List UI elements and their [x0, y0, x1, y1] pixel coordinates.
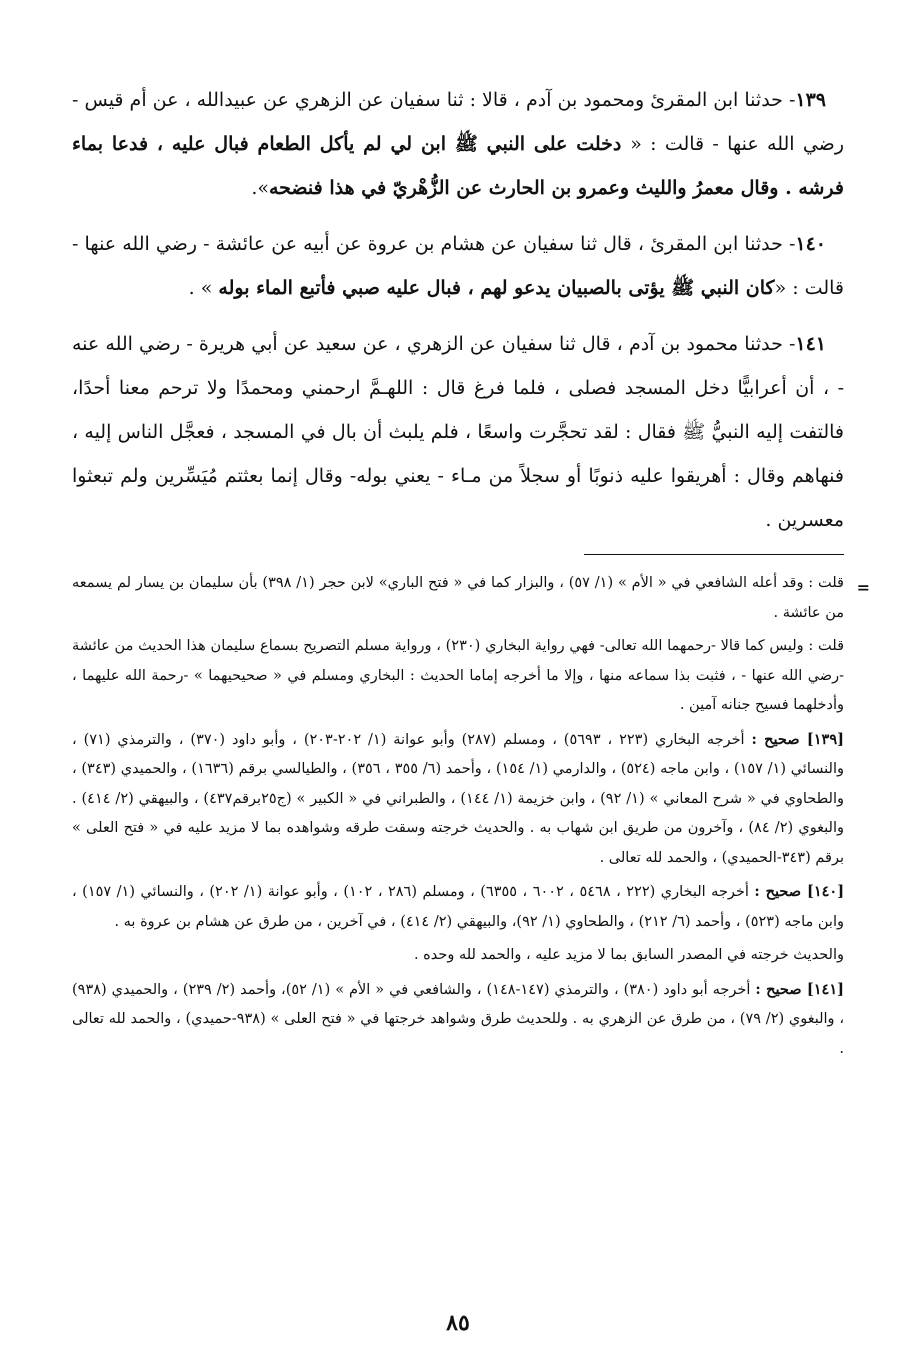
footnotes: [72, 569, 870, 1064]
main-text: [72, 78, 844, 542]
hadith-isnad: - حدثنا ابن المقرئ ومحمود بن آدم ، قالا : ثنا سفيان عن الزهري عن عبيدالله ، عن أم قيس - رضي الله عنها - قالت : «: [72, 89, 844, 155]
page-number: ٨٥: [446, 1310, 470, 1336]
footnote-note-1: [72, 569, 844, 628]
footnote-divider: [584, 554, 844, 555]
footnote-text: أخرجه أبو داود (٣٨٠) ، والترمذي (١٤٧-١٤٨) ، والشافعي في « الأم » (١/ ٥٢)، وأحمد (٢/ ٢٣٩) ، والحميدي (٩٣٨) ، والبغوي (٢/ ٧٩) ، من طرق عن الزهري به . وللحديث طرق وشواهد خرجتها في « فتح العلى » (٩٣٨-حميدي) ، والحمد لله تعالى .: [72, 981, 844, 1057]
footnote-continuation-mark: =: [856, 578, 870, 597]
hadith-isnad: - حدثنا ابن المقرئ ، قال ثنا سفيان عن هشام بن عروة عن أبيه عن عائشة - رضي الله عنها - قالت : «: [72, 233, 844, 299]
hadith-number: ١٣٩: [795, 89, 826, 111]
footnote-139: [72, 725, 844, 874]
hadith-139: [72, 78, 844, 210]
footnote-141: [72, 975, 844, 1065]
footnote-label: [١٣٩] صحيح :: [751, 730, 844, 748]
footnote-text: أخرجه البخاري (٢٢٣ ، ٥٦٩٣) ، ومسلم (٢٨٧) وأبو عوانة (١/ ٢٠٢-٢٠٣) ، وأبو داود (٣٧٠) ، والترمذي (٧١) ، والنسائي (١/ ١٥٧) ، وابن ماجه (٥٢٤) ، والدارمي (١/ ١٥٤) ، وأحمد (٦/ ٣٥٥ ، ٣٥٦) ، والطيالسي برقم (١٦٣٦) ، والحميدي (٣٤٣) ، والطحاوي في « شرح المعاني » (١/ ٩٢) ، وابن خزيمة (١/ ١٤٤) ، والطبراني في « الكبير » (ج٢٥برقم٤٣٧) ، والبيهقي (٢/ ٤١٤) . والبغوي (٢/ ٨٤) ، وآخرون من طريق ابن شهاب به . والحديث خرجته وسقت طرقه وشواهده بما لا مزيد عليه في « فتح العلى » برقم (٣٤٣-الحميدي) ، والحمد لله تعالى .: [72, 731, 845, 866]
hadith-number: ١٤٠: [795, 233, 826, 255]
footnote-140-note: [72, 941, 844, 971]
footnote-label: [١٤١] صحيح :: [755, 980, 845, 998]
hadith-closing: » .: [188, 277, 219, 299]
hadith-text: - حدثنا محمود بن آدم ، قال ثنا سفيان عن الزهري ، عن سعيد عن أبي هريرة - رضي الله عنه - ، أن أعرابيًّا دخل المسجد فصلى ، فلما فرغ قال : اللهـمَّ ارحمني ومحمدًا ولا ترحم معنا أحدًا، فالتفت إليه النبيُّ ﷺ فقال : لقد تحجَّرت واسعًا ، فلم يلبث أن بال في المسجد ، فعجَّل الناس إليه ، فنهاهم وقال : أهريقوا عليه ذنوبًا أو سجلاً من مـاء - يعني بوله- وقال إنما بعثتم مُيَسِّرين ولم تبعثوا معسرين .: [72, 333, 844, 531]
hadith-closing: ».: [251, 177, 269, 199]
footnote-text: أخرجه البخاري (٢٢٢ ، ٥٤٦٨ ، ٦٠٠٢ ، ٦٣٥٥) ، ومسلم (٢٨٦ ، ١٠٢) ، وأبو عوانة (١/ ٢٠٢) ، والنسائي (١/ ١٥٧) ، وابن ماجه (٥٢٣) ، وأحمد (٦/ ٢١٢) ، والطحاوي (١/ ٩٢)، والبيهقي (٢/ ٤١٤) ، في آخرين ، من طرق عن هشام بن عروة به .: [72, 884, 844, 930]
hadith-matn: دخلت على النبي ﷺ ابن لي لم يأكل الطعام فبال عليه ، فدعا بماء فرشه . وقال معمرُ والليث وعمرو بن الحارث عن الزُّهْريّ في هذا فنضحه: [72, 133, 844, 199]
book-page: [72, 78, 870, 1348]
hadith-matn: كان النبي ﷺ يؤتى بالصبيان يدعو لهم ، فبال عليه صبي فأتبع الماء بوله: [218, 277, 775, 299]
footnote-text: والحديث خرجته في المصدر السابق بما لا مزيد عليه ، والحمد لله وحده .: [413, 947, 844, 963]
footnote-label: [١٤٠] صحيح :: [754, 883, 845, 900]
footnote-text: قلت : وليس كما قالا -رحمهما الله تعالى- فهي رواية البخاري (٢٣٠) ، ورواية مسلم التصريح بسماع سليمان هذا الحديث من عائشة -رضي الله عنها - ، فثبت بذا سماعه منها ، وإلا ما أخرجه إماما الحديث : البخاري ومسلم في « صحيحيهما » -رحمة الله عليهما ، وأدخلهما فسيح جنانه آمين .: [72, 638, 844, 713]
footnote-140: [72, 877, 844, 937]
footnote-note-2: [72, 632, 844, 721]
hadith-number: ١٤١: [795, 333, 826, 355]
footnote-text: قلت : وقد أعله الشافعي في « الأم » (١/ ٥٧) ، والبزار كما في « فتح الباري» لابن حجر (١/ ٣٩٨) بأن سليمان بن يسار لم يسمعه من عائشة .: [72, 575, 844, 621]
hadith-141: [72, 322, 844, 542]
hadith-140: [72, 222, 844, 310]
